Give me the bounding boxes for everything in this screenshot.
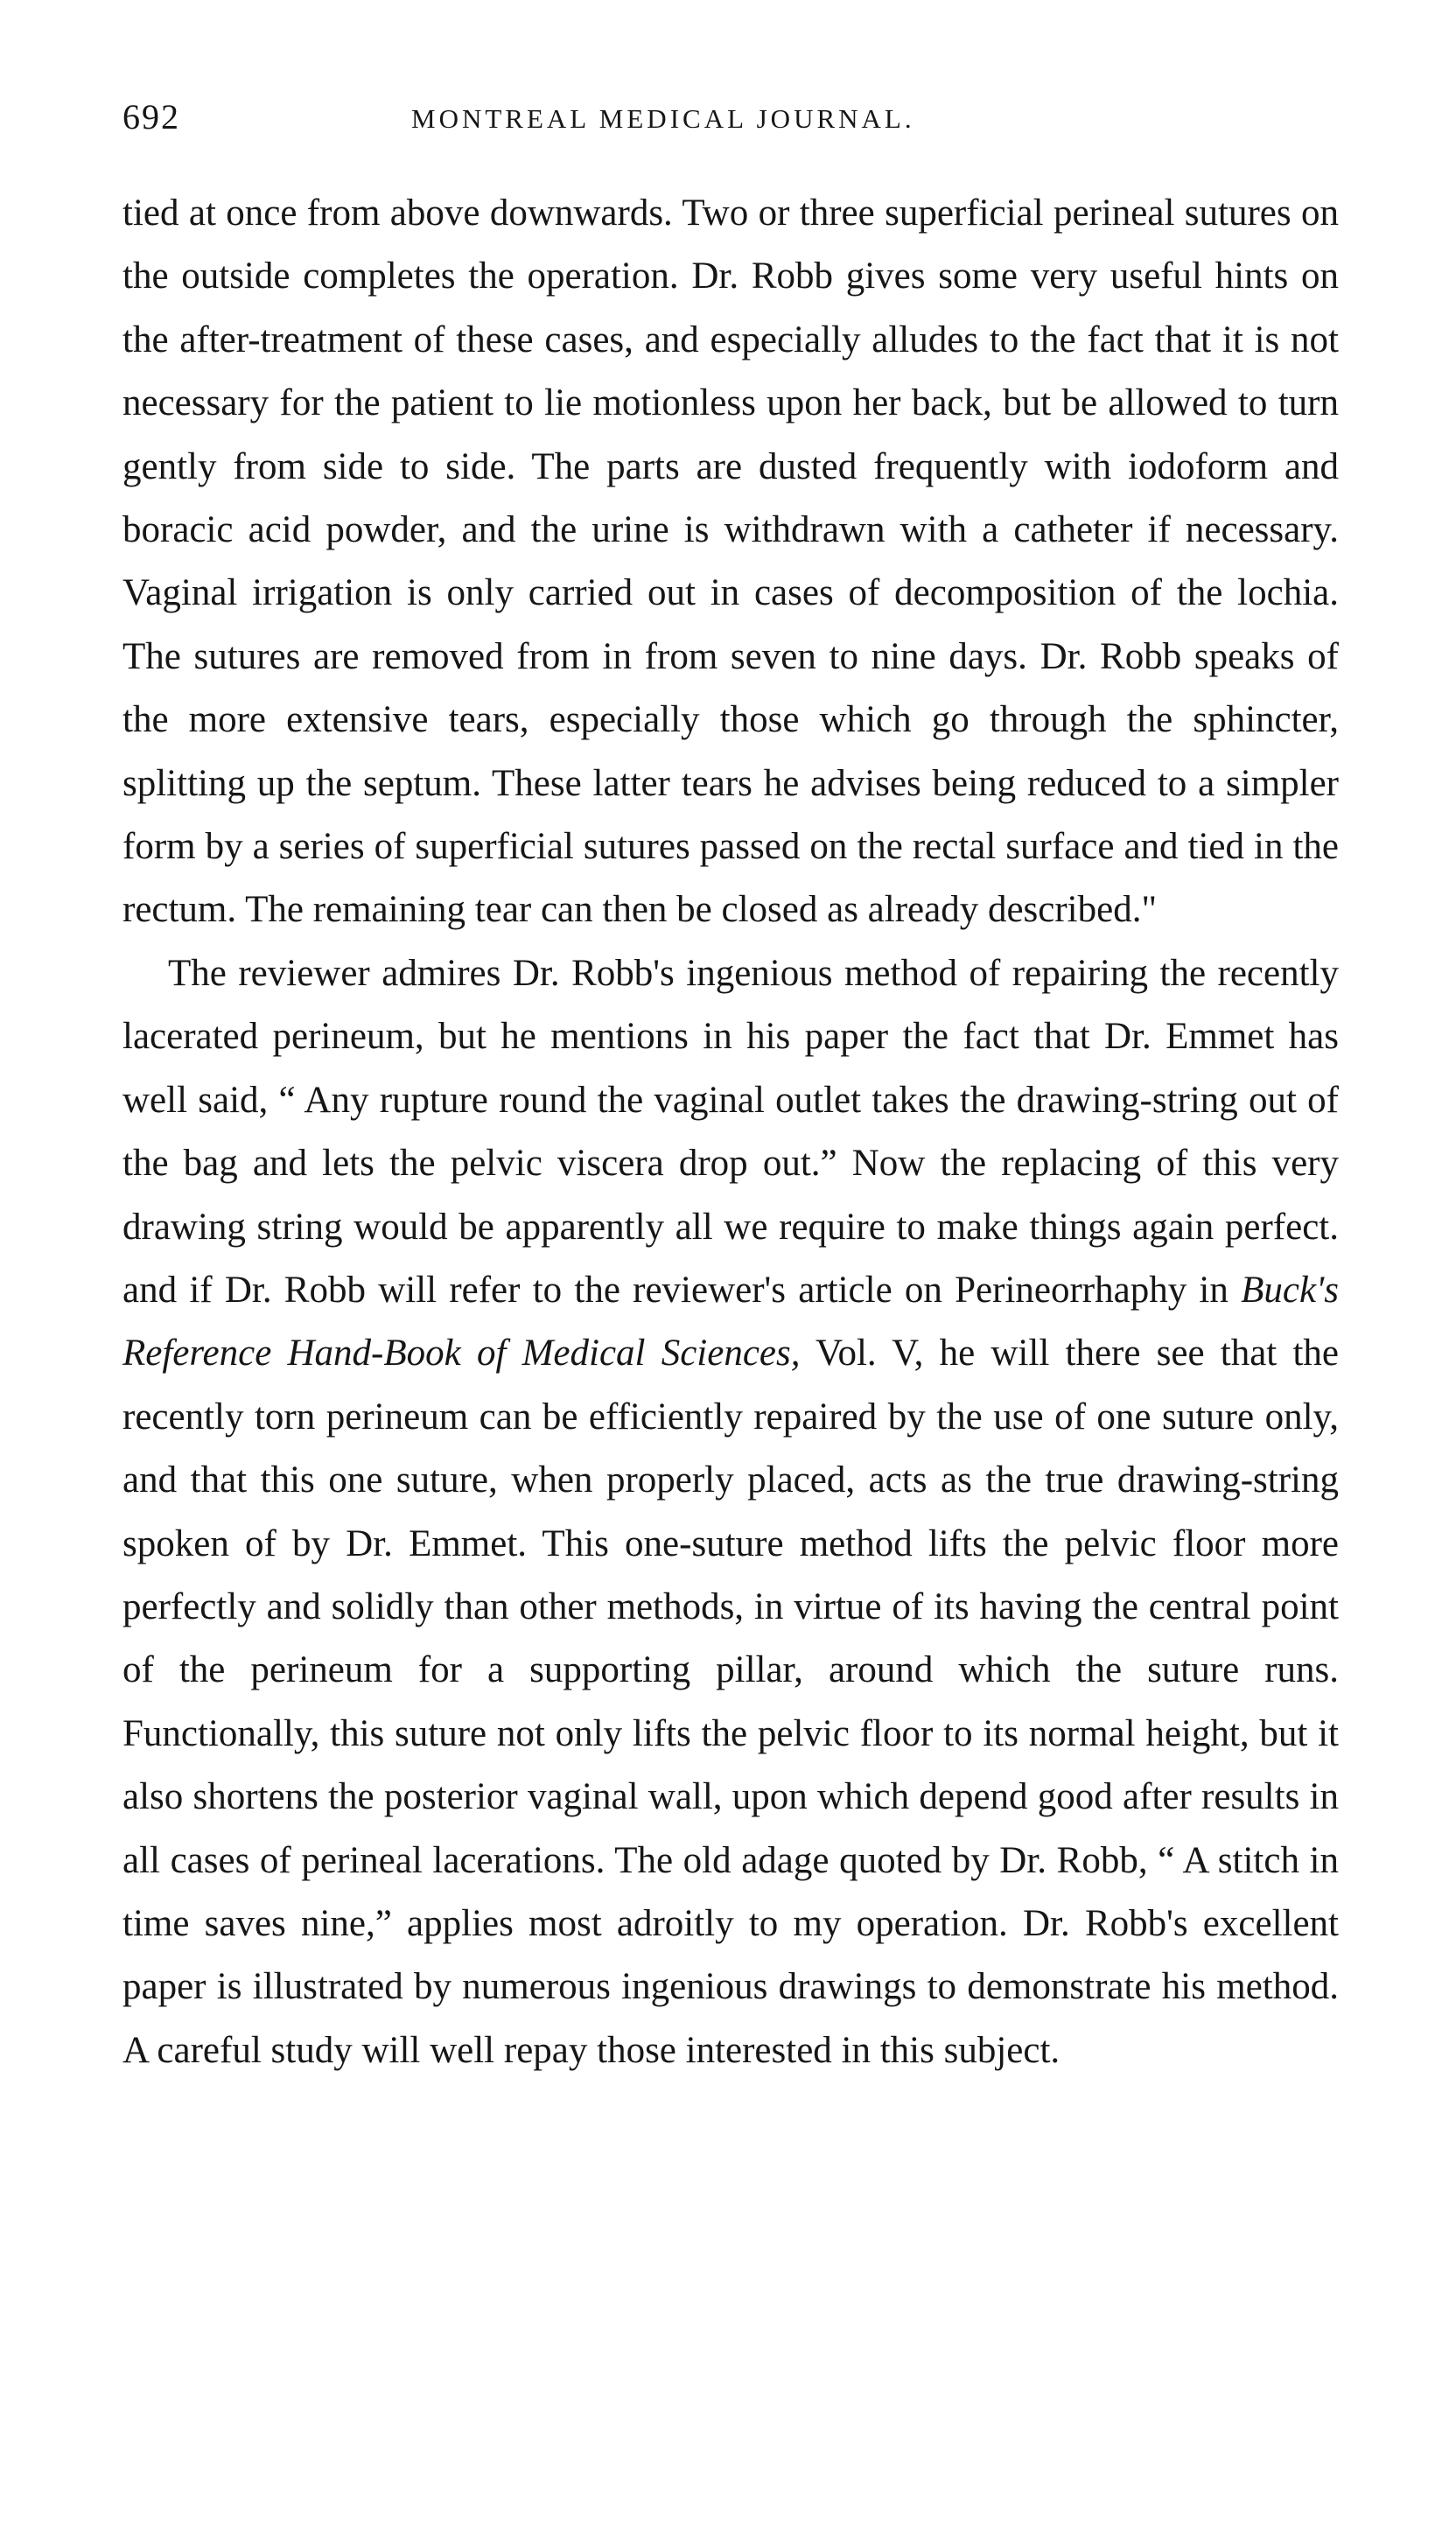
reference-book-title: Buck's Reference Hand-Book of Medical Sciences,: [122, 1269, 1339, 1375]
body-text: [122, 182, 1339, 2082]
paragraph-1: tied at once from above downwards. Two or three superficial perineal sutures on the outside completes the operation. Dr. Robb gives some very useful hints on the after-treatment of these cases, and especially alludes to the fact that it is not necessary for the patient to lie motionless upon her back, but be allowed to turn gently from side to side. The parts are dusted frequently with iodoform and boracic acid powder, and the urine is withdrawn with a catheter if necessary. Vaginal irrigation is only carried out in cases of decomposition of the lochia. The sutures are removed from in from seven to nine days. Dr. Robb speaks of the more extensive tears, especially those which go through the sphincter, splitting up the septum. These latter tears he advises being reduced to a simpler form by a series of superficial sutures passed on the rectal surface and tied in the rectum. The remaining tear can then be closed as already described.": [122, 192, 1339, 931]
page-number: 692: [122, 97, 180, 136]
paragraph-2-text-start: The reviewer admires Dr. Robb's ingenious method of repairing the recently lacerated perineum, but he mentions in his paper the fact that Dr. Emmet has well said, “ Any rupture round the vaginal outlet takes the drawing-string out of the bag and lets the pelvic viscera drop out.” Now the replacing of this very drawing string would be apparently all we require to make things again perfect. and if Dr. Robb will refer to the reviewer's article on Perineorrhaphy in: [122, 952, 1339, 1311]
running-header: [122, 96, 1339, 149]
paragraph-2-text-end: Vol. V, he will there see that the recently torn perineum can be efficiently repaired by the use of one suture only, and that this one suture, when properly placed, acts as the true drawing-string spoken of by Dr. Emmet. This one-suture method lifts the pelvic floor more perfectly and solidly than other methods, in virtue of its having the central point of the perineum for a supporting pillar, around which the suture runs. Functionally, this suture not only lifts the pelvic floor to its normal height, but it also shortens the posterior vaginal wall, upon which depend good after results in all cases of perineal lacerations. The old adage quoted by Dr. Robb, “ A stitch in time saves nine,” applies most adroitly to my operation. Dr. Robb's excellent paper is illustrated by numerous ingenious drawings to demonstrate his method. A careful study will well repay those interested in this subject.: [122, 1333, 1340, 2071]
document-page: [122, 96, 1339, 2082]
journal-title: MONTREAL MEDICAL JOURNAL.: [411, 103, 915, 134]
paragraph-2: [122, 942, 1339, 2082]
